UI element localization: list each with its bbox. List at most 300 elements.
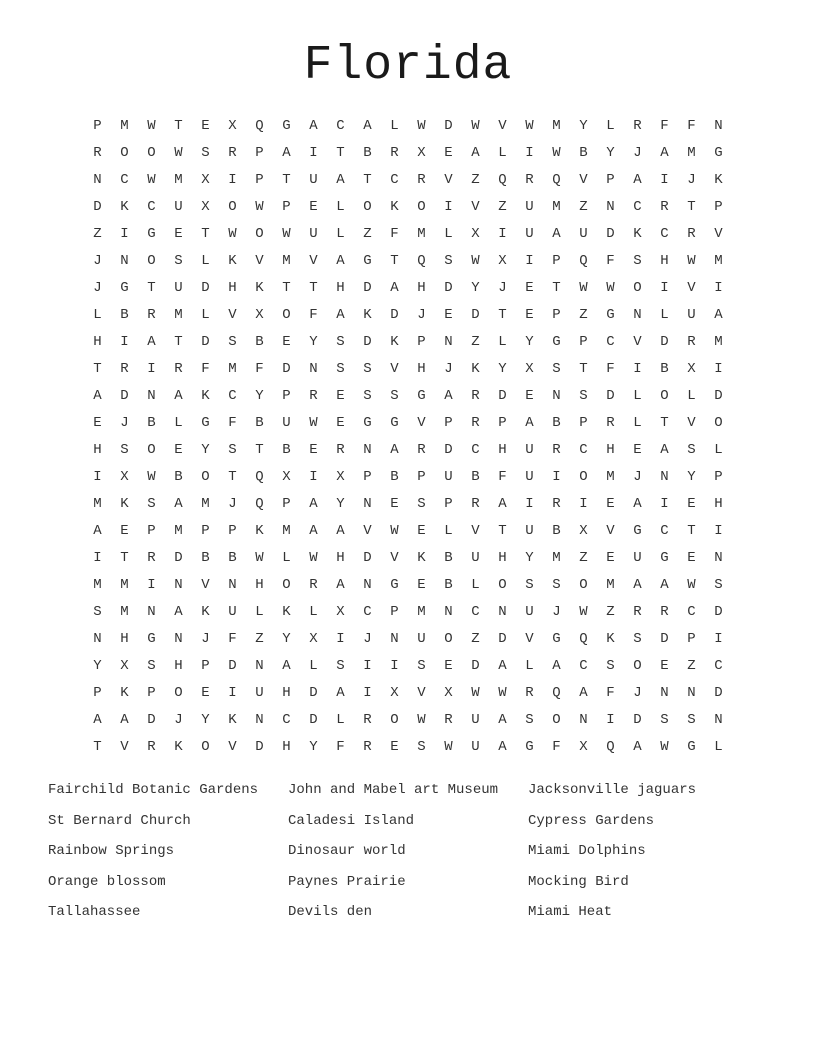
grid-letter: X [579, 523, 588, 539]
grid-letter: V [525, 631, 534, 647]
grid-letter: U [525, 604, 534, 620]
grid-letter: F [687, 118, 696, 134]
grid-letter: Z [93, 226, 102, 242]
grid-row [84, 491, 732, 518]
grid-letter: Q [606, 739, 615, 755]
grid-letter: D [147, 712, 156, 728]
grid-letter: J [93, 253, 102, 269]
grid-letter: R [390, 145, 399, 161]
grid-letter: J [498, 280, 507, 296]
grid-letter: E [444, 307, 453, 323]
grid-letter: V [606, 523, 615, 539]
grid-letter: I [309, 469, 318, 485]
grid-letter: A [336, 253, 345, 269]
grid-letter: R [417, 172, 426, 188]
grid-letter: H [93, 442, 102, 458]
grid-letter: B [660, 361, 669, 377]
grid-letter: D [660, 631, 669, 647]
grid-row [84, 410, 732, 437]
grid-letter: R [471, 388, 480, 404]
grid-letter: I [660, 496, 669, 512]
grid-letter: A [714, 307, 723, 323]
grid-letter: P [282, 496, 291, 512]
grid-letter: K [120, 685, 129, 701]
grid-letter: B [552, 415, 561, 431]
grid-letter: U [525, 442, 534, 458]
grid-row [84, 113, 732, 140]
grid-letter: I [363, 685, 372, 701]
grid-letter: S [552, 361, 561, 377]
grid-letter: E [390, 739, 399, 755]
grid-letter: M [93, 496, 102, 512]
grid-letter: T [174, 118, 183, 134]
grid-letter: R [660, 199, 669, 215]
grid-row [84, 734, 732, 761]
grid-letter: S [579, 388, 588, 404]
grid-letter: S [120, 442, 129, 458]
grid-letter: G [714, 145, 723, 161]
grid-letter: M [606, 577, 615, 593]
grid-letter: E [201, 118, 210, 134]
grid-letter: B [579, 145, 588, 161]
grid-letter: U [687, 307, 696, 323]
grid-letter: A [660, 442, 669, 458]
grid-letter: S [417, 739, 426, 755]
grid-letter: V [120, 739, 129, 755]
grid-letter: L [444, 226, 453, 242]
grid-letter: U [525, 226, 534, 242]
grid-letter: A [444, 388, 453, 404]
grid-letter: N [255, 712, 264, 728]
grid-letter: Y [201, 712, 210, 728]
grid-letter: E [93, 415, 102, 431]
grid-letter: A [498, 658, 507, 674]
grid-letter: C [336, 118, 345, 134]
grid-letter: V [390, 361, 399, 377]
grid-letter: L [714, 739, 723, 755]
grid-letter: I [660, 280, 669, 296]
grid-letter: D [444, 442, 453, 458]
grid-letter: I [579, 496, 588, 512]
grid-letter: W [579, 280, 588, 296]
grid-letter: A [660, 145, 669, 161]
grid-letter: O [633, 280, 642, 296]
grid-letter: U [309, 226, 318, 242]
grid-letter: B [282, 442, 291, 458]
grid-row [84, 599, 732, 626]
word-list-item: Devils den [288, 904, 373, 920]
grid-letter: U [471, 550, 480, 566]
grid-letter: W [417, 118, 426, 134]
grid-letter: L [714, 442, 723, 458]
grid-letter: R [120, 361, 129, 377]
grid-letter: O [579, 469, 588, 485]
grid-letter: R [336, 442, 345, 458]
grid-letter: H [606, 442, 615, 458]
grid-letter: K [255, 523, 264, 539]
grid-letter: W [525, 118, 534, 134]
grid-letter: E [309, 442, 318, 458]
grid-letter: A [660, 577, 669, 593]
grid-letter: Q [255, 469, 264, 485]
grid-letter: I [120, 334, 129, 350]
grid-letter: O [174, 685, 183, 701]
grid-letter: X [471, 226, 480, 242]
grid-letter: D [363, 280, 372, 296]
grid-letter: X [282, 469, 291, 485]
grid-letter: R [444, 712, 453, 728]
grid-letter: A [579, 685, 588, 701]
grid-letter: P [417, 334, 426, 350]
grid-letter: S [93, 604, 102, 620]
grid-letter: E [633, 442, 642, 458]
grid-letter: L [498, 334, 507, 350]
grid-letter: W [174, 145, 183, 161]
grid-letter: H [714, 496, 723, 512]
grid-letter: O [282, 307, 291, 323]
grid-letter: D [498, 631, 507, 647]
grid-letter: W [309, 550, 318, 566]
grid-letter: X [525, 361, 534, 377]
grid-letter: K [363, 307, 372, 323]
grid-letter: T [687, 523, 696, 539]
grid-letter: S [714, 577, 723, 593]
grid-letter: I [147, 361, 156, 377]
grid-letter: A [552, 226, 561, 242]
grid-letter: V [687, 415, 696, 431]
grid-letter: I [525, 496, 534, 512]
grid-letter: S [417, 496, 426, 512]
grid-letter: F [309, 307, 318, 323]
grid-row [84, 545, 732, 572]
grid-letter: L [336, 199, 345, 215]
grid-letter: S [336, 361, 345, 377]
grid-letter: G [606, 307, 615, 323]
grid-letter: M [282, 253, 291, 269]
grid-letter: C [660, 523, 669, 539]
grid-letter: O [147, 145, 156, 161]
word-list-item: Orange blossom [48, 873, 166, 890]
grid-letter: X [687, 361, 696, 377]
grid-letter: E [336, 388, 345, 404]
grid-letter: V [471, 523, 480, 539]
grid-row [84, 680, 732, 707]
grid-letter: Y [282, 631, 291, 647]
grid-letter: C [228, 388, 237, 404]
grid-letter: R [606, 415, 615, 431]
grid-letter: Z [471, 631, 480, 647]
grid-letter: I [93, 550, 102, 566]
grid-letter: R [525, 172, 534, 188]
grid-letter: B [390, 469, 399, 485]
grid-letter: A [633, 496, 642, 512]
word-list-item: Jacksonville jaguars [528, 782, 697, 798]
grid-letter: S [228, 442, 237, 458]
grid-letter: S [633, 631, 642, 647]
grid-letter: G [390, 577, 399, 593]
grid-letter: P [417, 469, 426, 485]
grid-letter: I [309, 145, 318, 161]
grid-row [84, 221, 732, 248]
grid-letter: W [579, 604, 588, 620]
grid-letter: N [714, 550, 723, 566]
grid-letter: P [93, 118, 102, 134]
grid-letter: Q [255, 496, 264, 512]
grid-letter: U [174, 199, 183, 215]
grid-letter: Q [579, 253, 588, 269]
grid-letter: R [174, 361, 183, 377]
grid-letter: R [147, 550, 156, 566]
grid-letter: S [228, 334, 237, 350]
grid-letter: M [552, 118, 561, 134]
grid-letter: W [498, 685, 507, 701]
grid-letter: P [687, 631, 696, 647]
grid-letter: A [309, 523, 318, 539]
grid-letter: E [201, 685, 210, 701]
grid-letter: K [228, 253, 237, 269]
grid-letter: F [228, 415, 237, 431]
grid-letter: Y [93, 658, 102, 674]
grid-letter: G [633, 523, 642, 539]
grid-letter: Y [525, 334, 534, 350]
grid-letter: E [606, 550, 615, 566]
grid-letter: Q [552, 685, 561, 701]
grid-letter: A [633, 172, 642, 188]
grid-letter: A [633, 739, 642, 755]
grid-letter: S [660, 712, 669, 728]
grid-letter: G [660, 550, 669, 566]
grid-letter: L [255, 604, 264, 620]
grid-letter: X [309, 631, 318, 647]
grid-letter: Z [471, 172, 480, 188]
grid-letter: D [174, 550, 183, 566]
grid-letter: W [471, 253, 480, 269]
grid-letter: F [390, 226, 399, 242]
word-list-item: Miami Heat [528, 904, 613, 920]
grid-letter: K [228, 712, 237, 728]
grid-letter: G [525, 739, 534, 755]
grid-letter: M [174, 172, 183, 188]
grid-letter: L [93, 307, 102, 323]
grid-row [84, 572, 732, 599]
grid-letter: F [552, 739, 561, 755]
grid-letter: D [309, 685, 318, 701]
grid-letter: J [633, 145, 642, 161]
grid-letter: D [606, 388, 615, 404]
grid-letter: V [390, 550, 399, 566]
grid-letter: T [255, 442, 264, 458]
grid-letter: N [363, 496, 372, 512]
grid-letter: M [417, 226, 426, 242]
grid-letter: C [147, 199, 156, 215]
grid-letter: N [606, 199, 615, 215]
grid-letter: P [552, 307, 561, 323]
grid-letter: Z [606, 604, 615, 620]
grid-letter: M [228, 361, 237, 377]
grid-letter: V [687, 280, 696, 296]
grid-letter: A [633, 577, 642, 593]
grid-letter: G [282, 118, 291, 134]
grid-letter: D [228, 658, 237, 674]
grid-letter: G [147, 631, 156, 647]
grid-letter: T [93, 739, 102, 755]
grid-letter: D [714, 604, 723, 620]
grid-letter: H [498, 550, 507, 566]
grid-letter: H [417, 280, 426, 296]
grid-letter: A [525, 415, 534, 431]
grid-letter: O [282, 577, 291, 593]
grid-letter: F [606, 361, 615, 377]
grid-letter: D [471, 307, 480, 323]
grid-letter: V [498, 118, 507, 134]
grid-letter: T [93, 361, 102, 377]
grid-letter: G [147, 226, 156, 242]
grid-letter: E [444, 658, 453, 674]
grid-letter: J [687, 172, 696, 188]
grid-letter: S [633, 253, 642, 269]
grid-letter: M [687, 145, 696, 161]
grid-letter: Y [255, 388, 264, 404]
grid-letter: T [228, 469, 237, 485]
grid-letter: Q [552, 172, 561, 188]
grid-letter: O [147, 442, 156, 458]
grid-letter: O [201, 469, 210, 485]
grid-row [84, 437, 732, 464]
grid-letter: I [390, 658, 399, 674]
grid-letter: C [471, 604, 480, 620]
grid-letter: R [633, 604, 642, 620]
grid-letter: G [390, 415, 399, 431]
grid-letter: R [228, 145, 237, 161]
grid-letter: J [633, 469, 642, 485]
grid-letter: S [552, 577, 561, 593]
grid-letter: K [255, 280, 264, 296]
grid-letter: M [120, 577, 129, 593]
grid-letter: R [93, 145, 102, 161]
grid-letter: T [174, 334, 183, 350]
grid-row [84, 383, 732, 410]
grid-letter: S [417, 658, 426, 674]
grid-letter: L [201, 253, 210, 269]
grid-letter: Z [498, 199, 507, 215]
grid-letter: H [120, 631, 129, 647]
grid-letter: V [417, 415, 426, 431]
grid-letter: W [471, 685, 480, 701]
grid-letter: L [471, 577, 480, 593]
grid-letter: T [336, 145, 345, 161]
grid-letter: A [174, 388, 183, 404]
grid-letter: L [336, 712, 345, 728]
grid-letter: A [282, 145, 291, 161]
grid-letter: V [417, 685, 426, 701]
grid-letter: B [444, 577, 453, 593]
grid-letter: W [471, 118, 480, 134]
grid-row [84, 356, 732, 383]
grid-letter: A [336, 685, 345, 701]
grid-letter: X [201, 172, 210, 188]
grid-letter: E [174, 226, 183, 242]
grid-letter: N [93, 631, 102, 647]
grid-letter: S [201, 145, 210, 161]
grid-letter: V [309, 253, 318, 269]
grid-row [84, 194, 732, 221]
grid-letter: T [498, 523, 507, 539]
grid-letter: L [444, 523, 453, 539]
grid-letter: T [201, 226, 210, 242]
grid-letter: O [228, 199, 237, 215]
grid-letter: T [552, 280, 561, 296]
grid-letter: B [363, 145, 372, 161]
grid-letter: I [93, 469, 102, 485]
grid-letter: A [336, 577, 345, 593]
grid-letter: W [147, 172, 156, 188]
grid-letter: I [228, 172, 237, 188]
grid-letter: N [147, 604, 156, 620]
grid-letter: A [309, 496, 318, 512]
grid-letter: O [714, 415, 723, 431]
grid-letter: A [336, 172, 345, 188]
grid-letter: B [255, 415, 264, 431]
grid-letter: Y [687, 469, 696, 485]
grid-letter: M [714, 253, 723, 269]
grid-letter: H [282, 685, 291, 701]
grid-letter: D [201, 280, 210, 296]
grid-letter: S [363, 388, 372, 404]
word-list-item: Paynes Prairie [288, 873, 406, 890]
grid-letter: K [120, 496, 129, 512]
grid-letter: T [660, 415, 669, 431]
letter-grid [84, 113, 732, 761]
grid-letter: S [525, 712, 534, 728]
grid-letter: R [147, 739, 156, 755]
grid-letter: K [120, 199, 129, 215]
grid-letter: P [147, 523, 156, 539]
grid-letter: J [201, 631, 210, 647]
grid-letter: S [687, 442, 696, 458]
grid-letter: N [552, 388, 561, 404]
grid-letter: K [606, 631, 615, 647]
grid-letter: N [255, 658, 264, 674]
grid-letter: K [390, 199, 399, 215]
grid-row [84, 275, 732, 302]
grid-letter: H [255, 577, 264, 593]
grid-letter: I [714, 280, 723, 296]
grid-letter: O [147, 253, 156, 269]
grid-letter: B [147, 415, 156, 431]
grid-letter: U [282, 415, 291, 431]
grid-letter: V [633, 334, 642, 350]
grid-letter: L [687, 388, 696, 404]
grid-letter: P [714, 199, 723, 215]
grid-letter: S [606, 658, 615, 674]
grid-letter: Z [255, 631, 264, 647]
grid-letter: I [120, 226, 129, 242]
grid-letter: U [471, 712, 480, 728]
grid-letter: N [687, 685, 696, 701]
word-list-item: Tallahassee [48, 904, 141, 920]
grid-letter: N [390, 631, 399, 647]
grid-letter: K [633, 226, 642, 242]
grid-letter: J [633, 685, 642, 701]
grid-letter: P [201, 658, 210, 674]
grid-letter: G [552, 631, 561, 647]
grid-letter: A [336, 307, 345, 323]
grid-letter: M [606, 469, 615, 485]
grid-letter: U [174, 280, 183, 296]
grid-letter: H [417, 361, 426, 377]
grid-letter: S [174, 253, 183, 269]
grid-letter: I [714, 523, 723, 539]
